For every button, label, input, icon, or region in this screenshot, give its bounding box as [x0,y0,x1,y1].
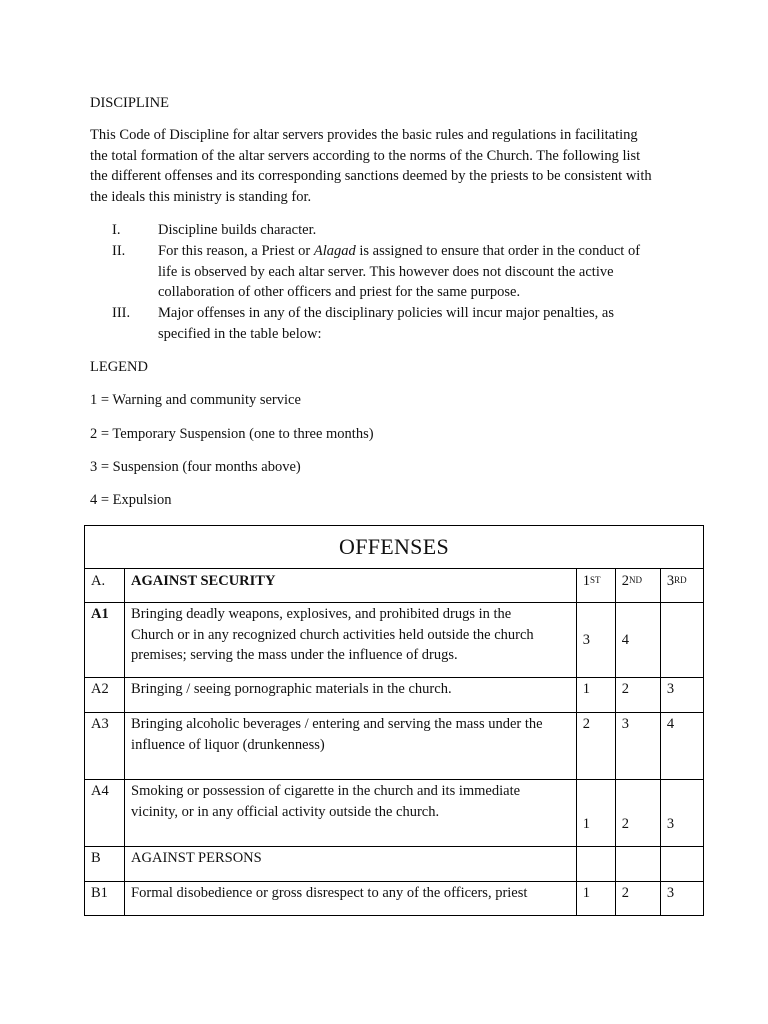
intro-line: the different offenses and its corresponding sanctions deemed by the priests to be consistent with [90,168,652,184]
penalty-value: 2 [621,681,630,697]
table-row [85,780,704,847]
intro-line: the ideals this ministry is standing for. [90,188,312,205]
intro-line: the total formation of the altar servers according to the norms of the Church. The following list [90,147,641,164]
ordinal-number: 1 [582,573,590,589]
section-label: AGAINST PERSONS [131,850,262,866]
section-label: AGAINST SECURITY [131,573,276,589]
row-code-cell [85,882,125,916]
penalty-value: 3 [666,681,675,697]
ordinal-suffix: ND [629,575,643,585]
penalty-value: 1 [582,885,590,901]
list-text-part: is assigned to ensure that order in the conduct of [355,242,641,259]
numbered-list [112,220,672,345]
table-title: OFFENSES [85,526,704,569]
legend-item: 2 = Temporary Suspension (one to three months) [90,426,374,442]
legend-title: LEGEND [90,359,148,375]
row-description: Bringing deadly weapons, explosives, and prohibited drugs in the [131,606,512,622]
penalty-2nd-cell [615,882,660,916]
offense-3rd-header [660,569,703,603]
legend-item: 1 = Warning and community service [90,392,301,408]
list-text-part: For this reason, a Priest or [158,242,314,259]
list-number: I. [112,222,121,238]
penalty-value [577,847,615,848]
section-label-cell [125,569,577,603]
row-description-cell [125,678,577,713]
table-row [85,882,704,916]
penalty-3rd-cell [660,780,703,847]
offense-2nd-header [615,569,660,603]
row-code: A1 [91,606,109,622]
penalty-1st-cell [576,713,615,780]
penalty-1st-cell [576,678,615,713]
penalty-value: 3 [666,816,675,832]
section-code-cell [85,569,125,603]
penalty-3rd-cell [660,847,703,882]
penalty-value: 3 [621,716,630,732]
penalty-3rd-cell [660,678,703,713]
row-description: Smoking or possession of cigarette in the church and its immediate [131,783,521,799]
list-text-italic: Alagad [313,242,356,259]
row-description-cell [125,780,577,847]
penalty-value: 2 [582,716,590,732]
penalty-2nd-cell [615,847,660,882]
penalty-2nd-cell [615,603,660,678]
row-code: B1 [91,885,108,901]
penalty-3rd-cell [660,713,703,780]
row-code: A3 [91,716,109,732]
row-description-cell [125,847,577,882]
penalty-1st-cell [576,603,615,678]
row-description-cell [125,713,577,780]
legend-item: 4 = Expulsion [90,492,172,508]
row-code: A4 [91,783,109,799]
row-code-cell [85,603,125,678]
row-code-cell [85,678,125,713]
penalty-value: 3 [582,632,590,649]
list-text: life is observed by each altar server. This however does not discount the active [158,263,614,280]
penalty-value: 1 [582,816,590,832]
row-code-cell [85,713,125,780]
list-text: Discipline builds character. [158,222,317,238]
penalty-value [661,640,703,641]
legend-item: 3 = Suspension (four months above) [90,459,301,475]
table-section-row [85,847,704,882]
row-description-cell [125,603,577,678]
row-code: B [91,850,101,866]
penalty-value: 1 [582,681,590,697]
intro-paragraph [90,125,690,207]
row-description: Formal disobedience or gross disrespect to any of the officers, priest [131,885,528,901]
list-text: specified in the table below: [158,325,322,342]
list-number: III. [112,305,131,322]
penalty-3rd-cell [660,882,703,916]
penalty-value: 2 [621,816,630,832]
penalty-2nd-cell [615,780,660,847]
list-text: Major offenses in any of the disciplinary policies will incur major penalties, as [158,305,614,322]
offenses-table [84,525,704,916]
penalty-value: 3 [666,885,675,901]
table-row [85,713,704,780]
list-text [158,241,672,262]
penalty-2nd-cell [615,713,660,780]
penalty-1st-cell [576,847,615,882]
penalty-1st-cell [576,780,615,847]
row-description: Bringing alcoholic beverages / entering and serving the mass under the [131,716,543,732]
intro-line: This Code of Discipline for altar servers provides the basic rules and regulations in facilitating [90,127,638,143]
list-number: II. [112,242,126,259]
row-code: A2 [91,681,109,697]
penalty-3rd-cell [660,603,703,678]
penalty-value: 4 [621,632,630,649]
row-description: premises; serving the mass under the influence of drugs. [131,647,458,663]
offense-1st-header [576,569,615,603]
row-code-cell [85,847,125,882]
penalty-value [661,847,703,848]
table-title-row [85,526,704,569]
page-heading: DISCIPLINE [90,95,169,111]
row-description: influence of liquor (drunkenness) [131,736,325,753]
row-description: Church or in any recognized church activities held outside the church [131,626,534,643]
penalty-1st-cell [576,882,615,916]
penalty-value: 2 [621,885,630,901]
penalty-value: 4 [666,716,675,732]
list-item [112,241,672,303]
list-item [112,220,672,241]
section-code: A. [91,573,106,589]
row-code-cell [85,780,125,847]
table-row [85,678,704,713]
ordinal-number: 2 [621,573,630,589]
penalty-2nd-cell [615,678,660,713]
table-row [85,603,704,678]
row-description: vicinity, or in any official activity outside the church. [131,803,440,820]
row-description: Bringing / seeing pornographic materials in the church. [131,681,452,697]
ordinal-suffix: ST [589,575,601,585]
list-text: collaboration of other officers and priest for the same purpose. [158,284,521,301]
list-item [112,303,672,345]
ordinal-number: 3 [666,573,675,589]
row-description-cell [125,882,577,916]
penalty-value [616,847,660,848]
ordinal-suffix: RD [674,575,687,585]
table-header-row [85,569,704,603]
